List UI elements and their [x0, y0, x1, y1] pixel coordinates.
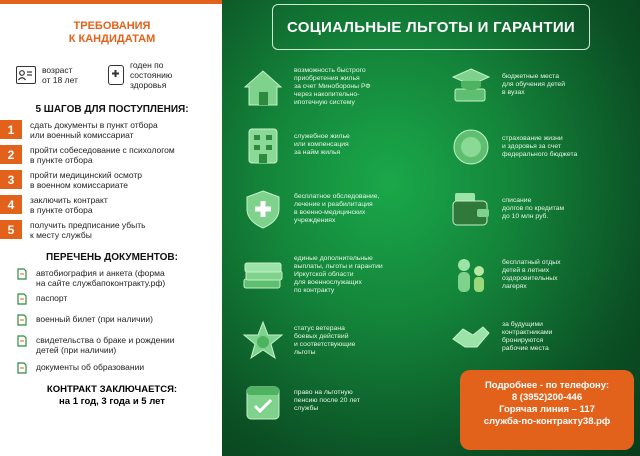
- benefit-text: Иркутской области: [294, 271, 354, 278]
- benefits-title: СОЦИАЛЬНЫЕ ЛЬГОТЫ И ГАРАНТИИ: [272, 4, 590, 50]
- step-number: 3: [0, 170, 22, 189]
- age-line-1: возраст: [42, 65, 73, 75]
- document-icon: [16, 268, 28, 280]
- document-icon: [16, 362, 28, 374]
- contract-terms: [16, 384, 208, 408]
- steps-heading: 5 ШАГОВ ДЛЯ ПОСТУПЛЕНИЯ:: [35, 104, 189, 115]
- left-panel: [0, 0, 222, 456]
- benefit-text: пенсию после 20 лет: [294, 397, 360, 404]
- step-item: [7, 220, 208, 240]
- benefit-text: в вузах: [502, 89, 525, 96]
- benefit-text: приобретения жилья: [294, 75, 360, 82]
- requirements-title-line-1: ТРЕБОВАНИЯ: [73, 20, 151, 32]
- step-text: к месту службы: [30, 230, 92, 240]
- step-text: или военный комиссариат: [30, 130, 134, 140]
- document-icon: [16, 293, 28, 305]
- children-icon: [448, 252, 494, 298]
- step-text: сдать документы в пункт отбора: [30, 120, 158, 130]
- benefit-text: до 10 млн руб.: [502, 213, 549, 220]
- step-text: заключить контракт: [30, 195, 108, 205]
- step-item: [7, 120, 208, 140]
- benefit-item: [240, 186, 435, 232]
- calendar-icon: [240, 378, 286, 424]
- step-number: 2: [0, 145, 22, 164]
- benefit-text: контрактниками: [502, 329, 553, 336]
- benefit-text: бюджетные места: [502, 73, 559, 80]
- document-text: военный билет (при наличии): [36, 314, 153, 324]
- document-text: документы об образовании: [36, 362, 145, 372]
- benefit-text: ипотечную систему: [294, 99, 355, 106]
- benefit-text: бесплатный отдых: [502, 259, 561, 266]
- phone-number[interactable]: 8 (3952)200-446: [511, 392, 583, 403]
- benefit-item: [240, 318, 435, 364]
- benefit-text: рабочие места: [502, 345, 549, 352]
- health-line-2: здоровья: [129, 80, 167, 90]
- benefit-item: [240, 64, 435, 110]
- document-text: детей (при наличии): [36, 345, 117, 355]
- benefit-text: через накопительно-: [294, 91, 360, 98]
- step-item: [7, 170, 208, 190]
- benefit-text: по контракту: [294, 287, 335, 294]
- graduation-cap-icon: [448, 62, 494, 108]
- benefit-text: право на льготную: [294, 389, 353, 396]
- benefit-text: для обучения детей: [502, 81, 565, 88]
- star-icon: [240, 318, 286, 364]
- step-text: пройти медицинский осмотр: [30, 170, 143, 180]
- document-icon: [16, 335, 28, 347]
- benefit-text: лечение и реабилитация: [294, 201, 373, 208]
- document-item: [16, 335, 208, 355]
- benefit-text: лагерях: [502, 283, 527, 290]
- contact-box: [460, 370, 634, 450]
- benefit-text: статус ветерана: [294, 325, 345, 332]
- document-item: [16, 293, 208, 305]
- benefit-item: [448, 252, 633, 298]
- benefit-text: служебное жилье: [294, 133, 350, 140]
- handshake-icon: [448, 314, 494, 360]
- benefit-text: единые дополнительные: [294, 255, 373, 262]
- benefit-item: [240, 122, 435, 168]
- benefit-text: боевых действий: [294, 333, 349, 340]
- age-line-2: от 18 лет: [42, 75, 78, 85]
- benefit-item: [448, 62, 633, 108]
- document-item: [16, 314, 208, 326]
- document-text: на сайте службапоконтракту.рф): [36, 278, 166, 288]
- step-text: получить предписание убыть: [30, 220, 146, 230]
- contract-heading: КОНТРАКТ ЗАКЛЮЧАЕТСЯ:: [46, 384, 178, 395]
- steps-list: [7, 120, 208, 240]
- benefit-text: бесплатное обследование,: [294, 193, 380, 200]
- step-number: 5: [0, 220, 22, 239]
- requirements-row: [16, 60, 208, 90]
- benefit-text: за счет Минобороны РФ: [294, 83, 371, 90]
- step-item: [7, 195, 208, 215]
- money-stack-icon: [240, 252, 286, 298]
- benefit-text: детей в летних: [502, 267, 550, 274]
- benefit-item: [448, 124, 633, 170]
- benefit-text: льготы: [294, 349, 316, 356]
- health-line-1: годен по состоянию: [129, 60, 173, 80]
- benefit-text: оздоровительных: [502, 275, 558, 282]
- benefit-text: выплаты, льготы и гарантии: [294, 263, 383, 270]
- wallet-icon: [448, 186, 494, 232]
- medical-shield-icon: [240, 186, 286, 232]
- document-item: [16, 362, 208, 374]
- house-icon: [240, 64, 286, 110]
- step-text: в военном комиссариате: [30, 180, 128, 190]
- benefit-text: для военнослужащих: [294, 279, 362, 286]
- right-panel: [222, 0, 640, 456]
- benefit-text: страхование жизни: [502, 135, 563, 142]
- insurance-icon: [448, 124, 494, 170]
- document-item: [16, 268, 208, 288]
- website-link[interactable]: служба-по-контракту38.рф: [483, 416, 611, 427]
- hotline: Горячая линия – 117: [499, 404, 595, 415]
- requirements-title: [16, 20, 208, 46]
- benefit-item: [448, 314, 633, 360]
- id-card-icon: [16, 66, 36, 84]
- document-icon: [16, 314, 28, 326]
- document-text: автобиография и анкета (форма: [36, 268, 165, 278]
- benefit-item: [448, 186, 633, 232]
- step-number: 4: [0, 195, 22, 214]
- documents-heading: ПЕРЕЧЕНЬ ДОКУМЕНТОВ:: [46, 252, 178, 263]
- benefit-text: возможность быстрого: [294, 67, 366, 74]
- benefit-text: за будущими: [502, 321, 543, 328]
- step-text: в пункте отбора: [30, 155, 93, 165]
- step-text: в пункте отбора: [30, 205, 93, 215]
- step-number: 1: [0, 120, 22, 139]
- benefit-item: [240, 252, 435, 298]
- step-item: [7, 145, 208, 165]
- benefit-text: и соответствующие: [294, 341, 356, 348]
- benefit-text: федерального бюджета: [502, 151, 578, 158]
- benefit-text: бронируются: [502, 337, 544, 344]
- benefit-text: или компенсация: [294, 141, 349, 148]
- benefit-text: учреждениях: [294, 217, 336, 224]
- benefit-text: списание: [502, 197, 532, 204]
- document-text: паспорт: [36, 293, 68, 303]
- orange-top-bar: [0, 0, 222, 4]
- step-text: пройти собеседование с психологом: [30, 145, 175, 155]
- benefit-text: за найм жилья: [294, 149, 341, 156]
- benefit-item: [240, 378, 435, 424]
- benefit-text: долгов по кредитам: [502, 205, 565, 212]
- requirements-title-line-2: К КАНДИДАТАМ: [68, 33, 156, 45]
- contact-heading: Подробнее - по телефону:: [484, 380, 610, 391]
- age-requirement: [42, 65, 102, 85]
- documents-list: [16, 268, 208, 374]
- document-text: свидетельства о браке и рождении: [36, 335, 175, 345]
- contract-durations: на 1 год, 3 года и 5 лет: [59, 396, 165, 407]
- health-document-icon: [108, 65, 124, 85]
- health-requirement: [130, 60, 208, 90]
- benefit-text: и здоровья за счет: [502, 143, 561, 150]
- benefit-text: в военно-медицинских: [294, 209, 366, 216]
- building-icon: [240, 122, 286, 168]
- benefit-text: службы: [294, 405, 319, 412]
